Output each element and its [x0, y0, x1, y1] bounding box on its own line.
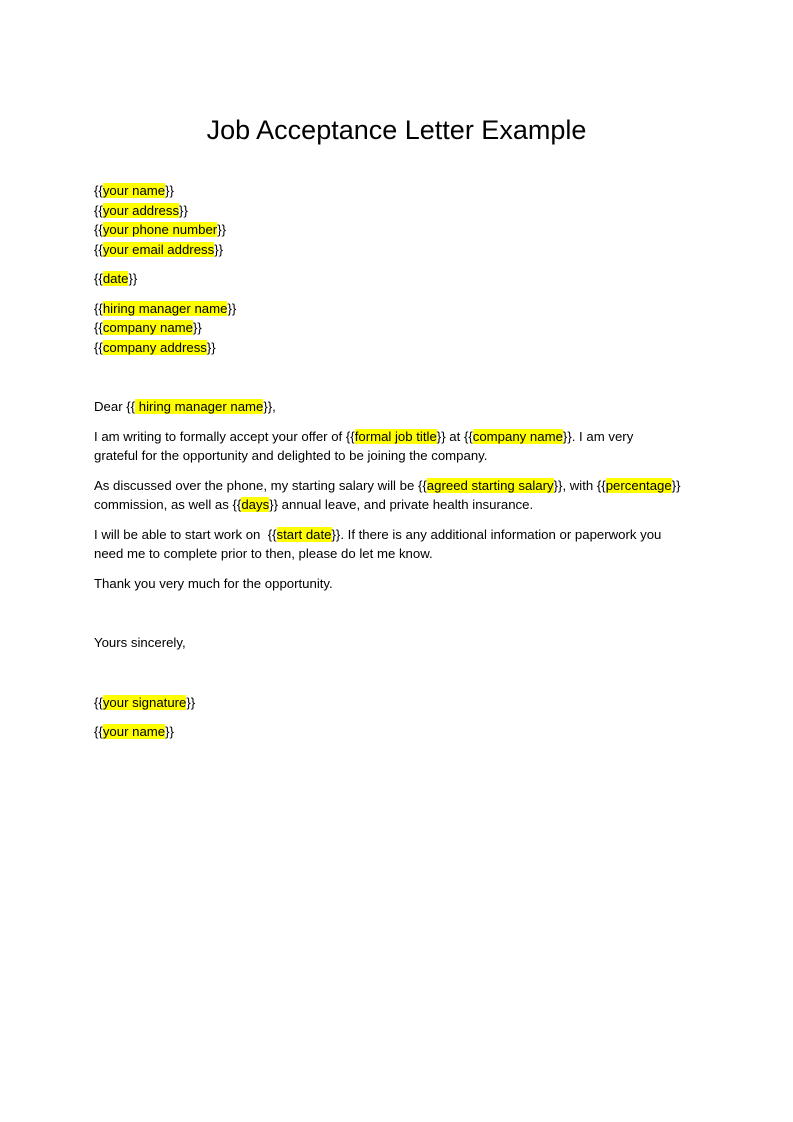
sender-email-line: {{your email address}}: [94, 241, 224, 257]
signature-line: {{your signature}}: [94, 694, 196, 710]
paragraph-salary-line-2: commission, as well as {{days}} annual leave, and private health insurance.: [94, 497, 534, 512]
salary-placeholder: agreed starting salary: [426, 477, 554, 493]
recipient-manager-placeholder: hiring manager name: [102, 300, 228, 316]
letter-body: [94, 181, 704, 742]
paragraph-acceptance-line-2: grateful for the opportunity and delighted to be joining the company.: [94, 448, 488, 463]
recipient-manager-line: {{hiring manager name}}: [94, 300, 237, 316]
signoff-name-placeholder: your name: [102, 724, 166, 739]
company-name-placeholder: company name: [472, 428, 563, 444]
sender-phone-line: {{your phone number}}: [94, 222, 226, 237]
sender-address-placeholder: your address: [102, 202, 180, 218]
recipient-company-line: {{company name}}: [94, 320, 202, 335]
salutation-suffix: }},: [263, 399, 276, 414]
job-title-placeholder: formal job title: [354, 428, 437, 444]
recipient-block: [94, 299, 704, 358]
paragraph-start-date: [94, 525, 704, 564]
paragraph-text: As discussed over the phone, my starting salary will be: [94, 477, 418, 493]
paragraph-text: annual leave, and private health insurance.: [278, 497, 534, 512]
paragraph-salary: [94, 476, 704, 515]
signoff-name-line: {{your name}}: [94, 724, 174, 739]
paragraph-text: . If there is any additional information or paperwork you: [340, 526, 662, 542]
paragraph-acceptance: [94, 427, 704, 466]
days-placeholder: days: [241, 497, 270, 512]
paragraph-text: I am writing to formally accept your offer of: [94, 428, 346, 444]
paragraph-thanks: Thank you very much for the opportunity.: [94, 575, 333, 591]
recipient-company-placeholder: company name: [102, 320, 193, 335]
paragraph-start-date-line-2: need me to complete prior to then, please do let me know.: [94, 546, 433, 561]
salutation-placeholder: hiring manager name: [135, 399, 264, 414]
start-date-placeholder: start date: [276, 526, 332, 542]
recipient-address-line: {{company address}}: [94, 339, 216, 355]
closing: Yours sincerely,: [94, 635, 186, 650]
paragraph-acceptance-line-1: I am writing to formally accept your offer of {{formal job title}} at {{company name}}. I am very: [94, 428, 634, 444]
signature-placeholder: your signature: [102, 694, 187, 710]
paragraph-salary-line-1: As discussed over the phone, my starting salary will be {{agreed starting salary}}, with {{percentage}}: [94, 477, 681, 493]
paragraph-text: at: [445, 428, 464, 444]
sender-block: [94, 181, 704, 259]
sender-name-line: {{your name}}: [94, 183, 174, 198]
paragraph-text: . I am very: [571, 428, 634, 444]
percentage-placeholder: percentage: [605, 477, 672, 493]
salutation-prefix: Dear: [94, 399, 123, 414]
paragraph-text: commission, as well as: [94, 497, 233, 512]
paragraph-text: , with: [562, 477, 597, 493]
paragraph-start-date-line-1: I will be able to start work on {{start date}}. If there is any additional information or paperwork you: [94, 526, 662, 542]
salutation: Dear {{ hiring manager name}},: [94, 399, 276, 414]
paragraph-text: I will be able to start work on: [94, 526, 268, 542]
sender-name-placeholder: your name: [102, 183, 166, 198]
date-placeholder: date: [102, 271, 129, 286]
sender-phone-placeholder: your phone number: [102, 222, 218, 237]
date-line: {{date}}: [94, 271, 138, 286]
recipient-address-placeholder: company address: [102, 339, 207, 355]
sender-email-placeholder: your email address: [102, 241, 215, 257]
page-title: Job Acceptance Letter Example: [206, 115, 587, 145]
sender-address-line: {{your address}}: [94, 202, 188, 218]
